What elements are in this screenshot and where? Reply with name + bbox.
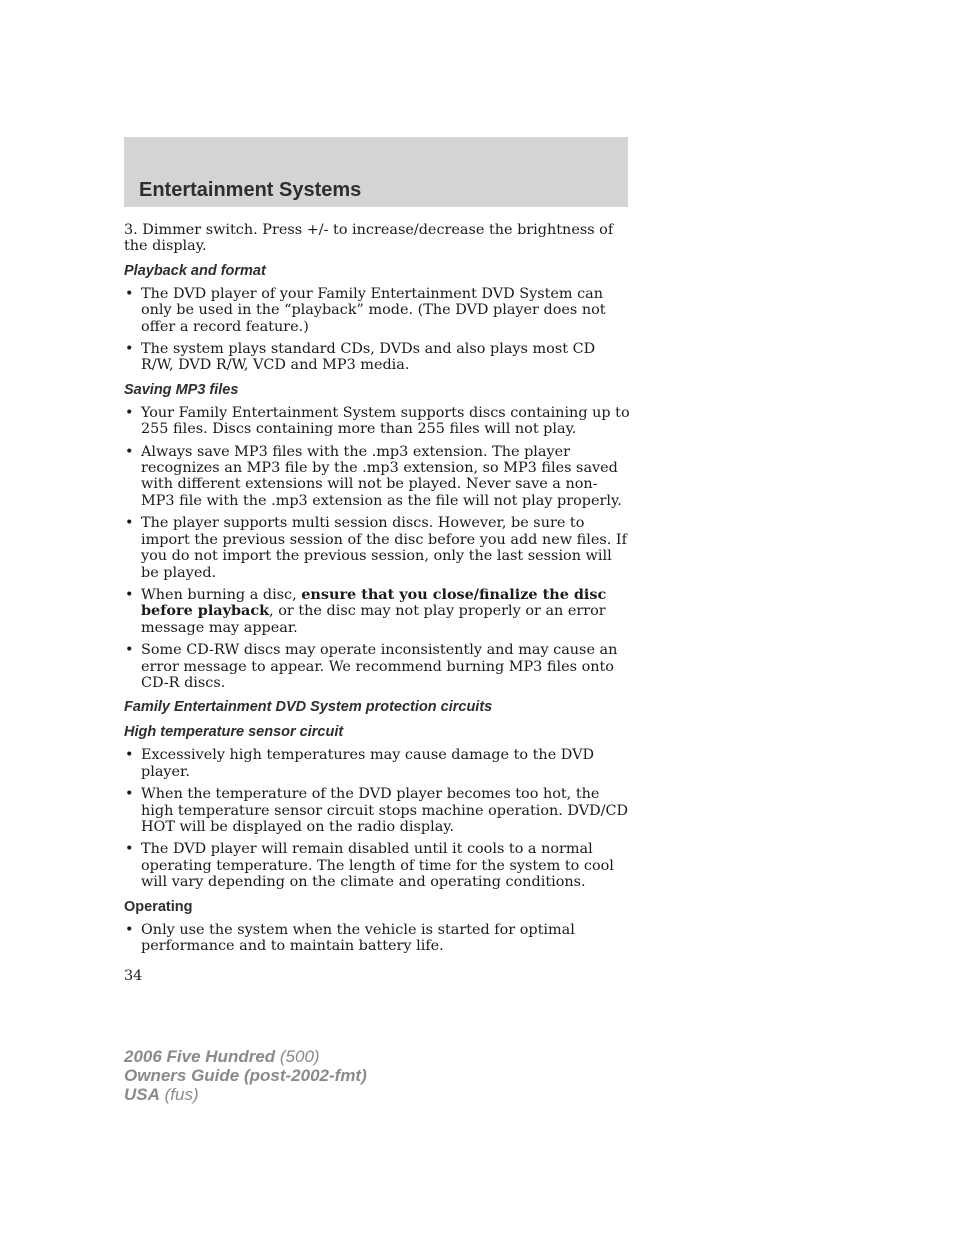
heading-playback-format: Playback and format xyxy=(124,262,266,279)
document-footer xyxy=(124,1047,367,1104)
footer-line-model xyxy=(124,1047,367,1066)
footer-line-market xyxy=(124,1085,367,1104)
list-item: • Always save MP3 files with the .mp3 extension. The player recognizes an MP3 file by the .mp3 extension, so MP3 files saved with different extensions will not be played. Never save a non-MP3 file with the .mp3 extension as the file will not play properly. xyxy=(124,444,630,510)
page-number: 34 xyxy=(124,968,143,985)
section-header-band xyxy=(124,137,628,207)
intro-paragraph: 3. Dimmer switch. Press +/- to increase/decrease the brightness of the display. xyxy=(124,222,614,255)
operating-list xyxy=(124,922,630,955)
footer-market: USA xyxy=(124,1085,160,1104)
footer-line-guide xyxy=(124,1066,367,1085)
list-item: • The system plays standard CDs, DVDs and also plays most CD R/W, DVD R/W, VCD and MP3 media. xyxy=(124,341,630,374)
heading-operating: Operating xyxy=(124,898,193,915)
hightemp-list xyxy=(124,747,630,890)
heading-high-temperature: High temperature sensor circuit xyxy=(124,724,344,741)
mp3-list xyxy=(124,405,630,692)
burning-prefix: When burning a disc, xyxy=(141,586,302,603)
footer-model-code: (500) xyxy=(275,1047,320,1066)
list-item: • The DVD player will remain disabled until it cools to a normal operating temperature. The length of time for the system to cool will vary depending on the climate and operating conditions. xyxy=(124,841,630,890)
heading-protection-circuits: Family Entertainment DVD System protection circuits xyxy=(124,699,493,716)
footer-market-code: (fus) xyxy=(159,1085,199,1104)
heading-saving-mp3: Saving MP3 files xyxy=(124,381,239,398)
playback-list xyxy=(124,286,630,374)
page-content xyxy=(124,222,630,985)
section-title: Entertainment Systems xyxy=(139,179,362,201)
list-item: • When the temperature of the DVD player becomes too hot, the high temperature sensor circuit stops machine operation. DVD/CD HOT will be displayed on the radio display. xyxy=(124,786,630,835)
footer-guide-name: Owners Guide (post-2002-fmt) xyxy=(124,1066,367,1085)
footer-model-name: 2006 Five Hundred xyxy=(124,1047,276,1066)
list-item-burning xyxy=(124,587,630,636)
list-item: • The player supports multi session discs. However, be sure to import the previous session of the disc before you add new files. If you do not import the previous session, only the last session will be played. xyxy=(124,515,630,581)
list-item: • Only use the system when the vehicle is started for optimal performance and to maintain battery life. xyxy=(124,922,630,955)
list-item: • Excessively high temperatures may cause damage to the DVD player. xyxy=(124,747,630,780)
burning-suffix: , or the disc may not play properly or an error message may appear. xyxy=(141,603,606,636)
list-item: • Some CD-RW discs may operate inconsistently and may cause an error message to appear. We recommend burning MP3 files onto CD-R discs. xyxy=(124,642,630,691)
list-item: • Your Family Entertainment System supports discs containing up to 255 files. Discs containing more than 255 files will not play. xyxy=(124,405,630,438)
list-item: • The DVD player of your Family Entertainment DVD System can only be used in the “playback” mode. (The DVD player does not offer a record feature.) xyxy=(124,286,630,335)
burning-warning: ensure that you close/finalize the disc before playback xyxy=(141,585,607,620)
